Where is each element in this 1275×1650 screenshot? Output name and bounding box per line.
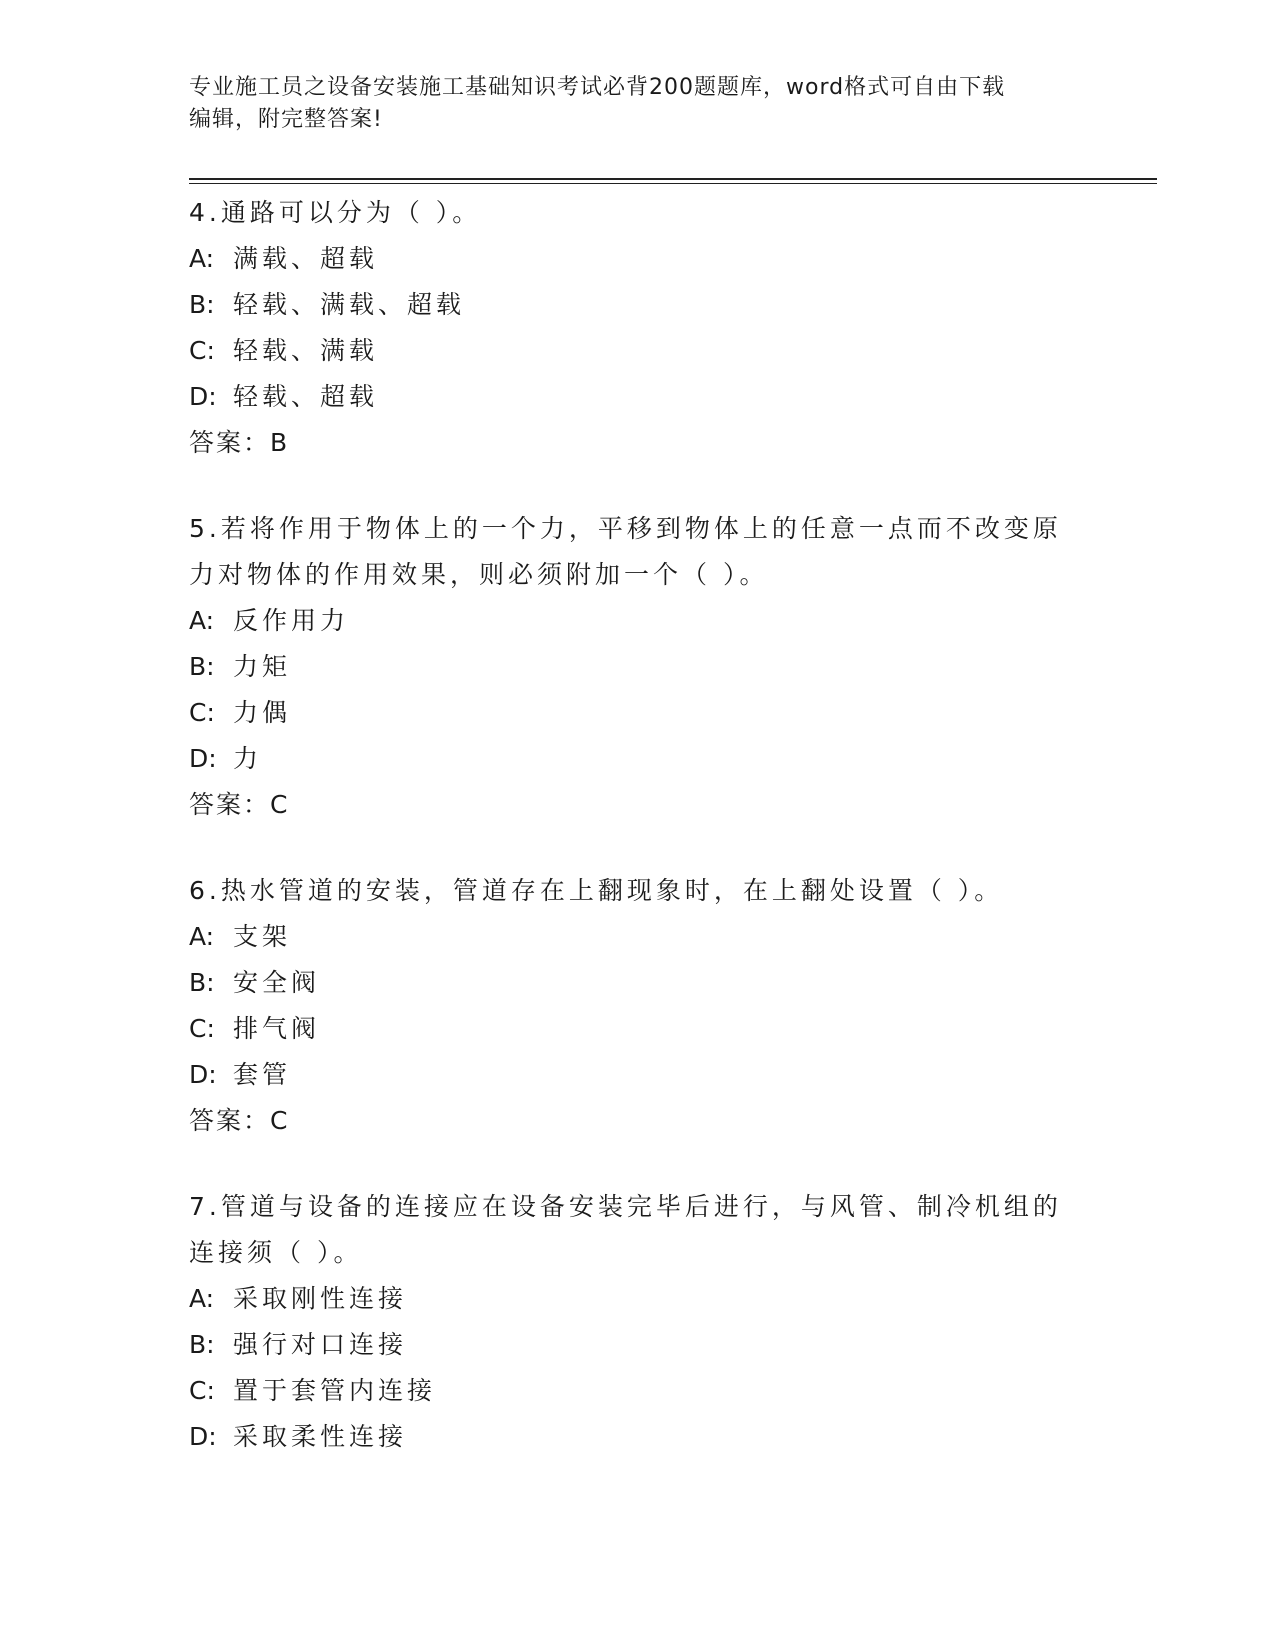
document-header [189, 72, 1089, 136]
answer-line: 答案：C [189, 790, 290, 819]
option-b [189, 644, 1089, 690]
option-d [189, 1052, 1089, 1098]
header-title-line-2: 编辑，附完整答案! [189, 107, 383, 132]
option-d [189, 1414, 1089, 1460]
option-letter: D: [189, 744, 217, 773]
option-c [189, 690, 1089, 736]
option-text: 力偶 [233, 698, 292, 727]
option-text: 力矩 [233, 652, 292, 681]
option-text: 满载、超载 [233, 244, 379, 273]
option-text: 支架 [233, 922, 292, 951]
option-text: 强行对口连接 [233, 1330, 408, 1359]
option-letter: C: [189, 336, 215, 365]
option-letter: A: [189, 922, 215, 951]
option-text: 排气阀 [233, 1014, 321, 1043]
option-letter: C: [189, 698, 215, 727]
option-d [189, 374, 1089, 420]
option-a [189, 236, 1089, 282]
option-letter: B: [189, 968, 215, 997]
option-letter: B: [189, 652, 215, 681]
question-stem: 5.若将作用于物体上的一个力，平移到物体上的任意一点而不改变原 [189, 514, 1062, 543]
option-text: 采取柔性连接 [233, 1422, 408, 1451]
option-a [189, 598, 1089, 644]
answer-line: 答案：C [189, 1106, 290, 1135]
question-6 [189, 868, 1089, 1144]
option-a [189, 914, 1089, 960]
option-letter: D: [189, 382, 217, 411]
question-stem-continued: 力对物体的作用效果，则必须附加一个（ ）。 [189, 560, 769, 589]
option-letter: A: [189, 606, 215, 635]
option-letter: B: [189, 1330, 215, 1359]
option-text: 套管 [233, 1060, 292, 1089]
option-d [189, 736, 1089, 782]
option-letter: C: [189, 1014, 215, 1043]
answer-line: 答案：B [189, 428, 290, 457]
option-c [189, 1006, 1089, 1052]
option-text: 置于套管内连接 [233, 1376, 437, 1405]
question-7 [189, 1184, 1089, 1460]
option-c [189, 1368, 1089, 1414]
option-b [189, 282, 1089, 328]
option-text: 力 [233, 744, 263, 773]
option-c [189, 328, 1089, 374]
option-b [189, 1322, 1089, 1368]
option-letter: B: [189, 290, 215, 319]
option-letter: A: [189, 1284, 215, 1313]
option-a [189, 1276, 1089, 1322]
question-stem-continued: 连接须（ ）。 [189, 1238, 363, 1267]
question-4 [189, 190, 1089, 466]
option-letter: D: [189, 1422, 217, 1451]
option-b [189, 960, 1089, 1006]
option-letter: D: [189, 1060, 217, 1089]
option-text: 安全阀 [233, 968, 321, 997]
option-text: 反作用力 [233, 606, 350, 635]
header-title-line-1: 专业施工员之设备安装施工基础知识考试必背200题题库，word格式可自由下载 [189, 75, 1006, 100]
option-letter: A: [189, 244, 215, 273]
option-text: 轻载、超载 [233, 382, 379, 411]
question-stem: 4.通路可以分为（ ）。 [189, 198, 482, 227]
question-5 [189, 506, 1089, 828]
option-letter: C: [189, 1376, 215, 1405]
question-stem: 7.管道与设备的连接应在设备安装完毕后进行，与风管、制冷机组的 [189, 1192, 1062, 1221]
option-text: 采取刚性连接 [233, 1284, 408, 1313]
question-stem: 6.热水管道的安装，管道存在上翻现象时，在上翻处设置（ ）。 [189, 876, 1004, 905]
option-text: 轻载、满载 [233, 336, 379, 365]
header-divider [189, 178, 1157, 184]
option-text: 轻载、满载、超载 [233, 290, 466, 319]
